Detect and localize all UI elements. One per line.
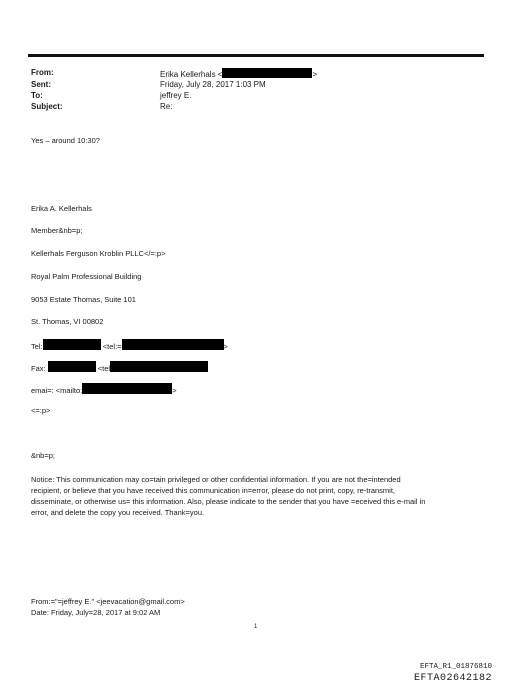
signature-fax bbox=[31, 361, 208, 373]
fax-mid: <tel bbox=[97, 364, 111, 373]
redaction-bar bbox=[43, 339, 101, 350]
signature-email bbox=[31, 383, 177, 395]
redaction-bar bbox=[222, 68, 312, 78]
redaction-bar bbox=[122, 339, 224, 350]
tel-end: > bbox=[223, 342, 228, 351]
email-label: emai=: <mailto: bbox=[31, 386, 83, 395]
from-suffix: > bbox=[312, 70, 318, 79]
from-label: From: bbox=[31, 68, 54, 77]
redaction-bar bbox=[110, 361, 208, 372]
from-value bbox=[160, 68, 317, 79]
header-rule bbox=[28, 54, 484, 57]
to-value: jeffrey E. bbox=[160, 91, 192, 100]
redaction-bar bbox=[48, 361, 96, 372]
quoted-date: Date: Friday, July=28, 2017 at 9:02 AM bbox=[31, 608, 161, 617]
notice-line: error, and delete the copy you received. Thank=you. bbox=[31, 508, 205, 517]
subject-value: Re: bbox=[160, 102, 173, 111]
page-number: 1 bbox=[254, 624, 258, 630]
sent-label: Sent: bbox=[31, 80, 51, 89]
signature-title: Member&nb=p; bbox=[31, 226, 83, 235]
from-name: Erika Kellerhals < bbox=[160, 70, 223, 79]
signature-nbsp: &nb=p; bbox=[31, 451, 55, 460]
signature-firm: Kellerhals Ferguson Kroblin PLLC</=:p> bbox=[31, 249, 166, 258]
tel-mid: <tel:= bbox=[102, 342, 122, 351]
signature-building: Royal Palm Professional Building bbox=[31, 272, 142, 281]
signature-street: 9053 Estate Thomas, Suite 101 bbox=[31, 295, 136, 304]
notice-line: Notice: This communication may co=tain privileged or other confidential information. If you are not the=intended bbox=[31, 475, 401, 484]
quoted-from: From:="=jeffrey E." <jeevacation@gmail.com> bbox=[31, 597, 185, 606]
message-text: Yes – around 10:30? bbox=[31, 136, 100, 145]
signature-tel bbox=[31, 339, 228, 351]
signature-name: Erika A. Kellerhals bbox=[31, 204, 92, 213]
signature-city: St. Thomas, VI 00802 bbox=[31, 317, 104, 326]
tel-label: Tel: bbox=[31, 342, 43, 351]
confidentiality-notice bbox=[31, 474, 483, 518]
redaction-bar bbox=[82, 383, 172, 394]
email-end: > bbox=[172, 386, 177, 395]
signature-p-tag: <=:p> bbox=[31, 406, 51, 415]
bates-number-large: EFTA02642182 bbox=[413, 673, 492, 684]
fax-label: Fax: bbox=[31, 364, 46, 373]
to-label: To: bbox=[31, 91, 43, 100]
sent-value: Friday, July 28, 2017 1:03 PM bbox=[160, 80, 266, 89]
notice-line: recipient, or believe that you have received this communication in=error, please do not print, copy, re-transmit, bbox=[31, 486, 396, 495]
bates-number-small: EFTA_R1_01876810 bbox=[419, 663, 492, 671]
notice-line: disseminate, or otherwise us= this information. Also, please indicate to the sender that you have =eceived this e-mail in bbox=[31, 497, 426, 506]
subject-label: Subject: bbox=[31, 102, 63, 111]
